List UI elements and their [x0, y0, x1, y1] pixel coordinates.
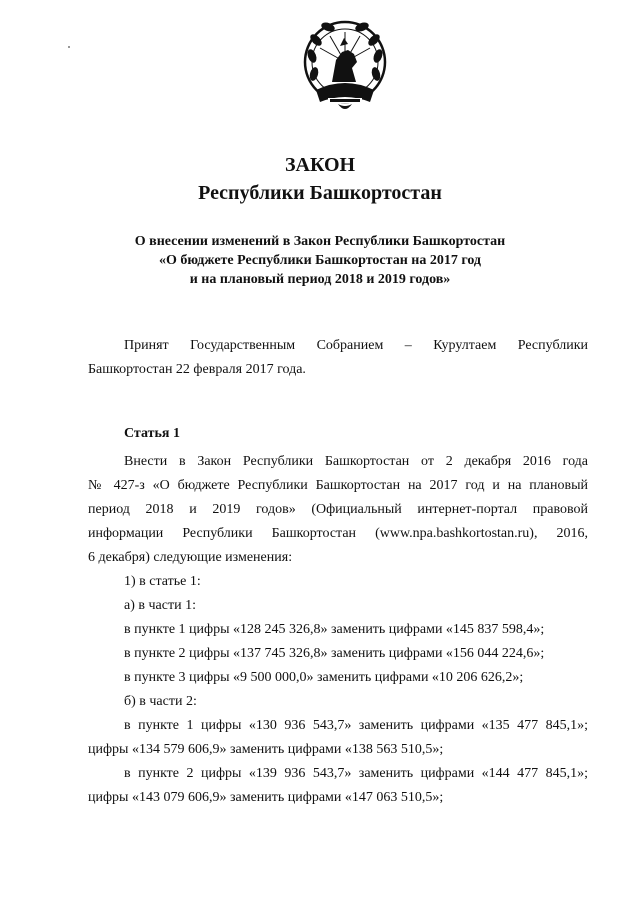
article-item: в пункте 1 цифры «128 245 326,8» заменить цифрами «145 837 598,4»; [124, 622, 545, 637]
adoption-line: Принят Государственным Собранием – Курултаем Республики [124, 338, 588, 353]
point-1-line: в пункте 1 цифры «130 936 543,7» заменить цифрами «135 477 845,1»; [124, 718, 588, 733]
law-subtitle [0, 232, 640, 289]
article-intro-line: информации Республики Башкортостан (www.npa.bashkortostan.ru), 2016, [88, 526, 588, 541]
subtitle-line: О внесении изменений в Закон Республики Башкортостан [134, 234, 506, 249]
point-1-line: цифры «134 579 606,9» заменить цифрами «138 563 510,5»; [88, 742, 444, 757]
page-title-republic: Республики Башкортостан [198, 182, 442, 204]
point-2-line: цифры «143 079 606,9» заменить цифрами «147 063 510,5»; [88, 790, 444, 805]
article-item: в пункте 3 цифры «9 500 000,0» заменить цифрами «10 206 626,2»; [124, 670, 524, 685]
scan-speck [68, 46, 70, 48]
adoption-paragraph [88, 334, 588, 382]
article-intro-line: 6 декабря) следующие изменения: [88, 550, 293, 565]
article-intro-line: период 2018 и 2019 годов» (Официальный интернет-портал правовой [88, 502, 588, 517]
point-2-line: в пункте 2 цифры «139 936 543,7» заменить цифрами «144 477 845,1»; [124, 766, 588, 781]
subtitle-line: и на плановый период 2018 и 2019 годов» [189, 272, 451, 287]
article-item: 1) в статье 1: [124, 574, 201, 589]
page-title: ЗАКОН [284, 154, 356, 176]
coat-of-arms-icon [302, 16, 388, 114]
subtitle-line: «О бюджете Республики Башкортостан на 2017 год [158, 253, 482, 268]
article-intro-line: № 427-з «О бюджете Республики Башкортостан на 2017 год и на плановый [88, 478, 588, 493]
article-item: б) в части 2: [124, 694, 197, 709]
article-item: в пункте 2 цифры «137 745 326,8» заменить цифрами «156 044 224,6»; [124, 646, 545, 661]
article-heading: Статья 1 [124, 426, 180, 441]
article-intro-line: Внести в Закон Республики Башкортостан от 2 декабря 2016 года [124, 454, 588, 469]
article-item: а) в части 1: [124, 598, 196, 613]
article-1 [88, 422, 588, 810]
adoption-line: Башкортостан 22 февраля 2017 года. [88, 362, 306, 377]
